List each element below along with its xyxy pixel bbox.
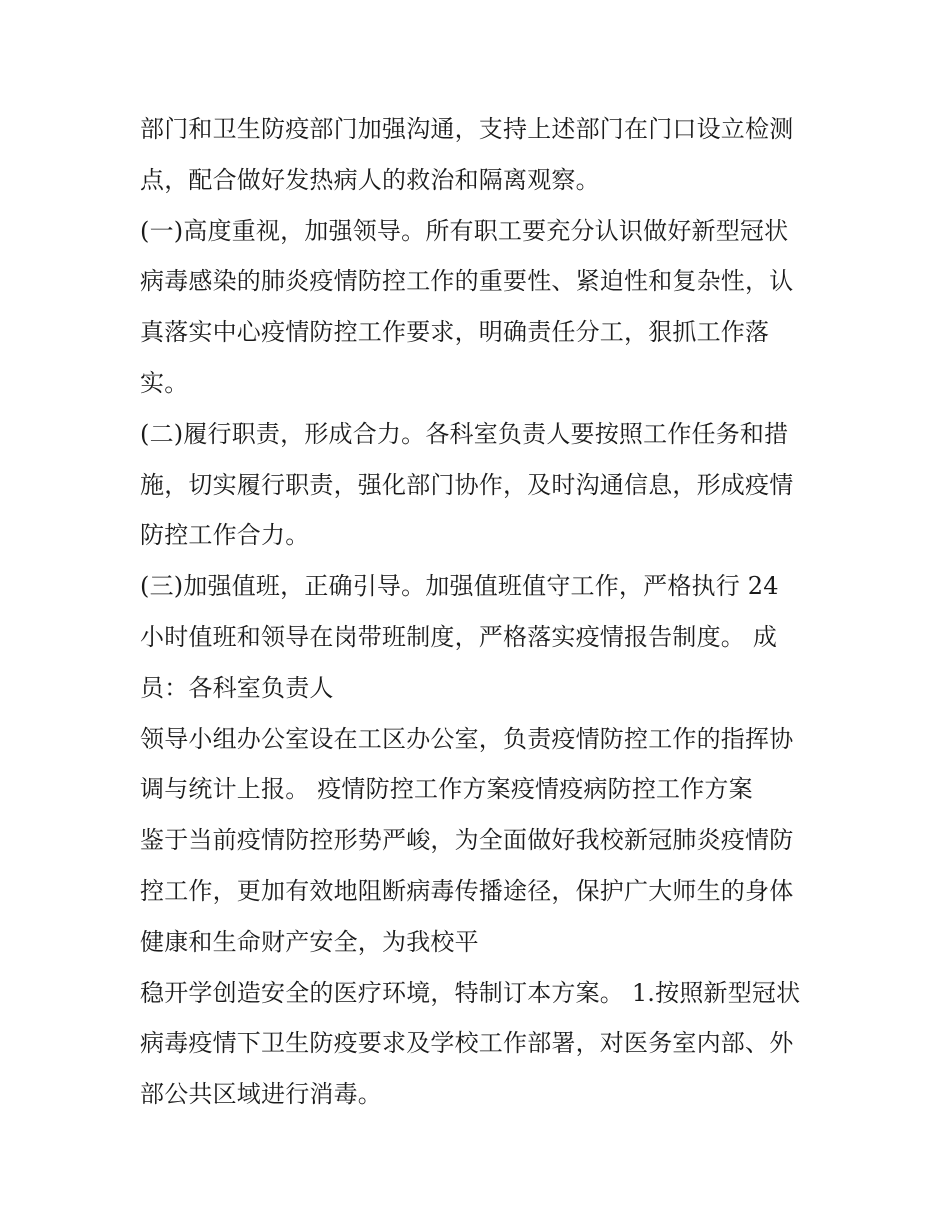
text-line-20: 部公共区域进行消毒。 <box>140 1080 382 1109</box>
text-line-17: 健康和生命财产安全，为我校平 <box>140 927 479 956</box>
text-line-11: 小时值班和领导在岗带班制度，严格落实疫情报告制度。 成 <box>140 622 778 651</box>
text-line-18: 稳开学创造安全的医疗环境，特制订本方案。 1.按照新型冠状 <box>140 978 801 1007</box>
text-line-2: 点，配合做好发热病人的救治和隔离观察。 <box>140 165 600 194</box>
text-line-1: 部门和卫生防疫部门加强沟通，支持上述部门在门口设立检测 <box>140 115 794 143</box>
text-line-10: (三)加强值班，正确引导。加强值班值守工作，严格执行 24 <box>140 572 779 601</box>
text-line-9: 防控工作合力。 <box>140 521 310 550</box>
text-line-4: 病毒感染的肺炎疫情防控工作的重要性、紧迫性和复杂性，认 <box>140 267 794 296</box>
text-line-16: 控工作，更加有效地阻断病毒传播途径，保护广大师生的身体 <box>140 876 794 905</box>
text-line-7: (二)履行职责，形成合力。各科室负责人要按照工作任务和措 <box>140 419 789 448</box>
text-line-8: 施，切实履行职责，强化部门协作，及时沟通信息，形成疫情 <box>140 470 794 499</box>
text-line-3: (一)高度重视，加强领导。所有职工要充分认识做好新型冠状 <box>140 216 789 245</box>
text-line-5: 真落实中心疫情防控工作要求，明确责任分工，狠抓工作落 <box>140 318 770 347</box>
text-line-19: 病毒疫情下卫生防疫要求及学校工作部署，对医务室内部、外 <box>140 1029 794 1058</box>
text-line-15: 鉴于当前疫情防控形势严峻，为全面做好我校新冠肺炎疫情防 <box>140 826 794 855</box>
text-line-12: 员：各科室负责人 <box>140 673 334 702</box>
text-line-13: 领导小组办公室设在工区办公室，负责疫情防控工作的指挥协 <box>140 724 794 753</box>
document-body <box>140 104 830 1120</box>
text-line-6: 实。 <box>140 368 189 397</box>
text-line-14: 调与统计上报。 疫情防控工作方案疫情疫病防控工作方案 <box>140 775 753 804</box>
